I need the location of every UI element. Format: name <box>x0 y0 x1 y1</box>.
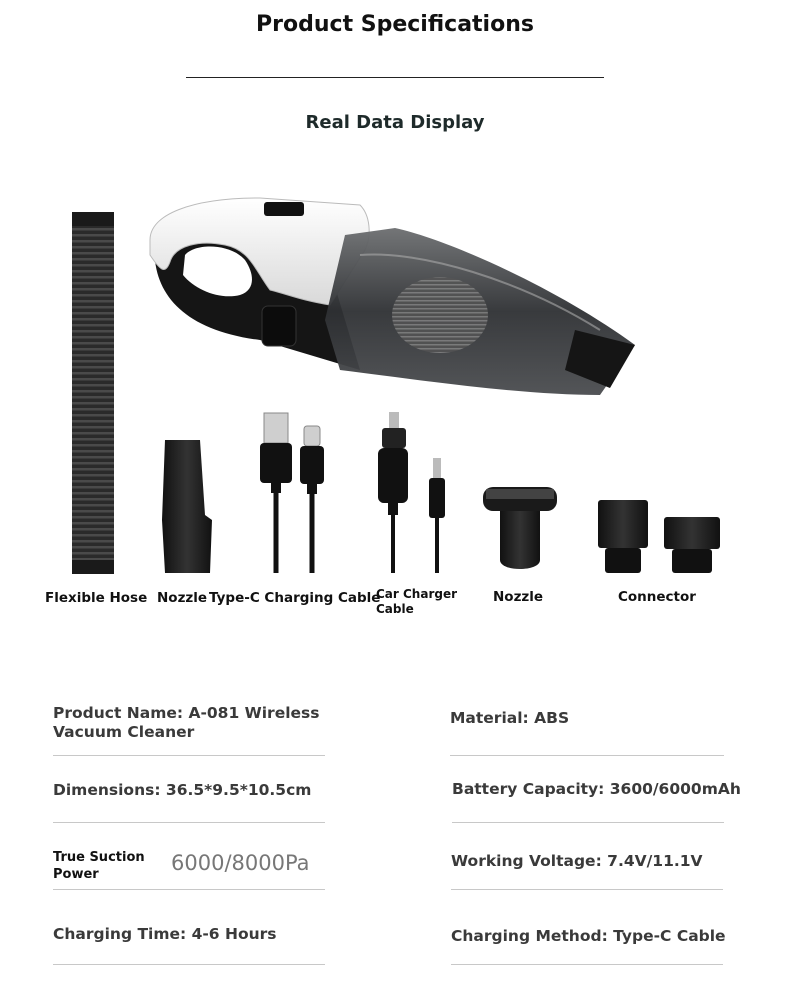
accessory-label: Connector <box>618 589 696 605</box>
spec-charging-method: Charging Method: Type-C Cable <box>451 927 726 945</box>
accessory-label: Nozzle <box>157 590 208 606</box>
spec-product-name: Product Name: A-081 Wireless Vacuum Cleaner <box>53 704 320 741</box>
spec-battery-capacity: Battery Capacity: 3600/6000mAh <box>452 780 741 798</box>
spec-divider <box>53 964 325 965</box>
spec-divider <box>53 822 325 823</box>
connector-icon <box>598 500 720 573</box>
spec-divider <box>53 889 325 890</box>
spec-divider <box>53 755 325 756</box>
brush-nozzle-icon <box>483 487 557 569</box>
accessory-label: Flexible Hose <box>45 590 148 606</box>
type-c-cable-icon <box>260 413 324 573</box>
page-title: Product Specifications <box>256 12 534 37</box>
flat-nozzle-icon <box>162 440 212 573</box>
vacuum-cleaner-icon <box>150 198 635 395</box>
spec-charging-time: Charging Time: 4-6 Hours <box>53 925 277 943</box>
title-divider <box>186 77 604 78</box>
accessory-label: Type-C Charging Cable <box>209 590 381 606</box>
section-subtitle: Real Data Display <box>305 112 485 133</box>
accessory-label: Nozzle <box>493 589 544 605</box>
spec-divider <box>452 822 724 823</box>
spec-divider <box>450 755 724 756</box>
spec-suction-value: 6000/8000Pa <box>171 851 310 875</box>
spec-divider <box>451 889 723 890</box>
accessory-label: Car Charger Cable <box>376 587 458 616</box>
spec-divider <box>451 964 723 965</box>
spec-material: Material: ABS <box>450 709 570 727</box>
spec-working-voltage: Working Voltage: 7.4V/11.1V <box>451 852 703 870</box>
spec-suction-label: True Suction Power <box>53 850 145 882</box>
spec-dimensions: Dimensions: 36.5*9.5*10.5cm <box>53 781 312 799</box>
product-illustration <box>0 180 790 600</box>
car-charger-cable-icon <box>378 412 445 573</box>
flexible-hose-icon <box>72 212 114 574</box>
